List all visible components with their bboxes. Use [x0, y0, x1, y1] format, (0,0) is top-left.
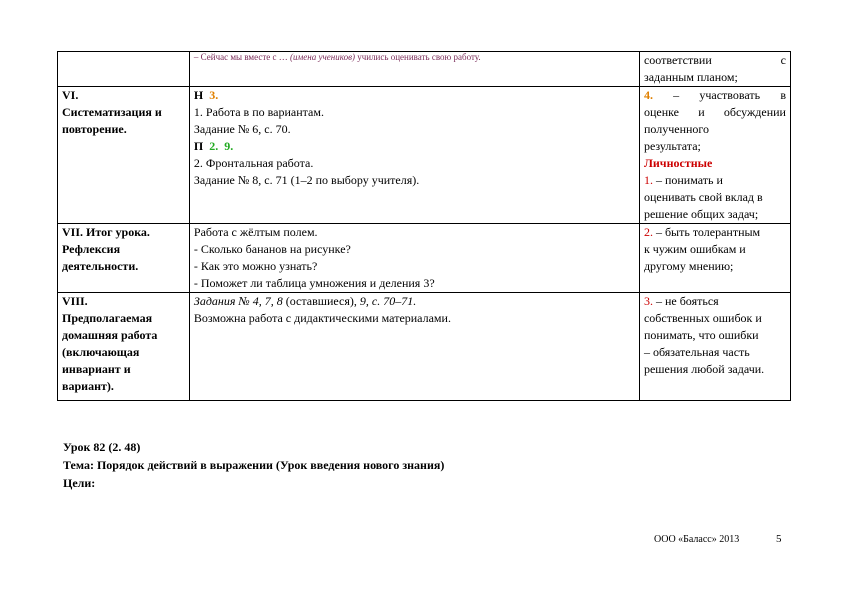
lesson-goals: Цели: [63, 476, 96, 490]
uud-cell [639, 52, 790, 87]
uud-line: собственных ошибок и [643, 311, 762, 325]
table-row [58, 87, 791, 224]
activity-line: - Поможет ли таблица умножения и деления 3? [193, 276, 435, 290]
homework-line: Задания № 4, 7, 8 (оставшиеся), 9, с. 70–71. [193, 294, 417, 308]
uud-line: понимать, что ошибки [643, 328, 759, 342]
uud-line: к чужим ошибкам и [643, 242, 746, 256]
uud-line: 4. – участвовать в [643, 88, 786, 102]
activity-line: - Сколько бананов на рисунке? [193, 242, 351, 256]
activity-line: - Как это можно узнать? [193, 259, 318, 273]
lesson-topic: Тема: Порядок действий в выражении (Урок введения нового знания) [63, 458, 445, 472]
activity-cell [189, 293, 639, 401]
stage-label: Рефлексия [62, 242, 121, 256]
activity-line: Задание № 6, с. 70. [193, 122, 291, 136]
stage-label: Предполагаемая [62, 311, 153, 325]
level-p-line: П 2. 9. [193, 139, 234, 153]
lesson-plan-table [57, 51, 791, 401]
uud-line: другому мнению; [643, 259, 734, 273]
stage-cell [58, 224, 190, 293]
stage-label: инвариант и [62, 362, 131, 376]
uud-line: решения любой задачи. [643, 362, 765, 376]
uud-line: полученного [643, 122, 710, 136]
uud-cell [639, 224, 790, 293]
stage-cell [58, 52, 190, 87]
personal-uud-heading: Личностные [643, 156, 713, 170]
stage-cell [58, 87, 190, 224]
uud-cell [639, 293, 790, 401]
note-text: – Сейчас мы вместе с … [193, 52, 290, 62]
publisher-footer: ООО «Баласс» 2013 [654, 534, 740, 545]
table-row [58, 293, 791, 401]
note-text: учились оценивать свою работу. [354, 52, 481, 62]
table-row [58, 224, 791, 293]
uud-line: оценке и обсуждении [643, 105, 786, 119]
stage-label: Систематизация и [62, 105, 162, 119]
note-text-italic: (имена учеников) [290, 52, 355, 62]
uud-line: результата; [643, 139, 701, 153]
activity-line: Задание № 8, с. 71 (1–2 по выбору учителя). [193, 173, 420, 187]
stage-label: вариант). [62, 379, 114, 393]
table-row [58, 52, 791, 87]
stage-cell [58, 293, 190, 401]
activity-cell [189, 87, 639, 224]
activity-line: Работа с жёлтым полем. [193, 225, 318, 239]
lesson-header [63, 438, 444, 492]
uud-line: решение общих задач; [643, 207, 759, 221]
stage-label: домашняя работа [62, 328, 158, 342]
stage-label: повторение. [62, 122, 127, 136]
stage-label: VII. Итог урока. [62, 225, 150, 239]
uud-line: 3. – не бояться [643, 294, 719, 308]
stage-label: VI. [62, 88, 79, 102]
stage-label: (включающая [62, 345, 140, 359]
uud-line: соответствии с [643, 53, 786, 67]
activity-cell [189, 52, 639, 87]
uud-line: 2. – быть толерантным [643, 225, 761, 239]
activity-line: Возможна работа с дидактическими материалами. [193, 311, 451, 325]
uud-line: – обязательная часть [643, 345, 750, 359]
page-number: 5 [776, 533, 782, 545]
stage-label: деятельности. [62, 259, 139, 273]
level-n-line: Н 3. [193, 88, 219, 102]
uud-line: оценивать свой вклад в [643, 190, 763, 204]
stage-label: VIII. [62, 294, 88, 308]
activity-cell [189, 224, 639, 293]
uud-cell [639, 87, 790, 224]
uud-line: заданным планом; [643, 70, 738, 84]
activity-line: 2. Фронтальная работа. [193, 156, 314, 170]
uud-line: 1. – понимать и [643, 173, 723, 187]
lesson-title: Урок 82 (2. 48) [63, 440, 141, 454]
activity-line: 1. Работа в по вариантам. [193, 105, 324, 119]
